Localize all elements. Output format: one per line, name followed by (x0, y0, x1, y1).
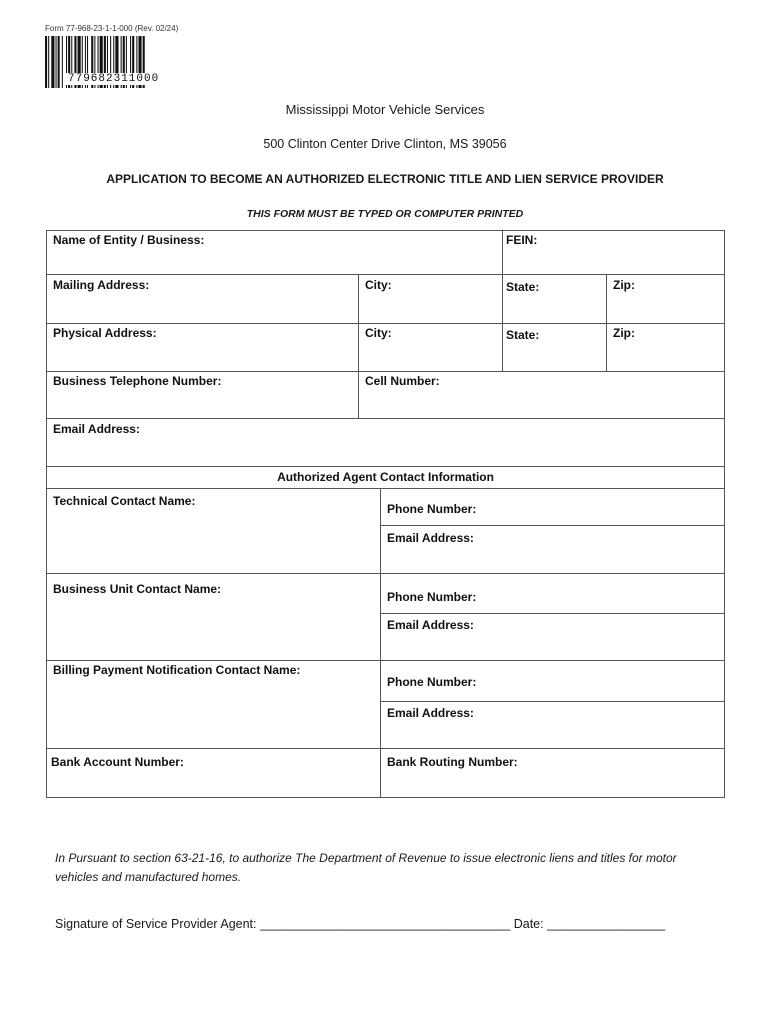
signature-line[interactable]: Signature of Service Provider Agent: ____________________________________ Date: _________________ (55, 917, 666, 931)
form-instruction: THIS FORM MUST BE TYPED OR COMPUTER PRINTED (246, 208, 524, 220)
fein-field[interactable]: FEIN: (506, 233, 538, 247)
authorization-statement: In Pursuant to section 63-21-16, to authorize The Department of Revenue to issue electronic liens and titles for motor vehicles and manufactured homes. (55, 851, 677, 884)
billing-phone-field[interactable]: Phone Number: (387, 675, 477, 689)
entity-name-field[interactable]: Name of Entity / Business: (53, 233, 205, 247)
form-number: Form 77-968-23-1-1-000 (Rev. 02/24) (45, 24, 179, 33)
technical-phone-field[interactable]: Phone Number: (387, 502, 477, 516)
physical-zip-field[interactable]: Zip: (613, 326, 635, 340)
agency-address: 500 Clinton Center Drive Clinton, MS 39056 (263, 137, 507, 151)
bank-routing-field[interactable]: Bank Routing Number: (387, 755, 518, 769)
physical-state-field[interactable]: State: (506, 328, 540, 342)
bank-account-field[interactable]: Bank Account Number: (51, 755, 184, 769)
billing-contact-field[interactable]: Billing Payment Notification Contact Name: (53, 663, 301, 677)
mailing-address-field[interactable]: Mailing Address: (53, 278, 150, 292)
cell-number-field[interactable]: Cell Number: (365, 374, 440, 388)
mailing-state-field[interactable]: State: (506, 280, 540, 294)
form-title: APPLICATION TO BECOME AN AUTHORIZED ELECTRONIC TITLE AND LIEN SERVICE PROVIDER (106, 172, 664, 186)
technical-contact-field[interactable]: Technical Contact Name: (53, 494, 196, 508)
business-unit-contact-field[interactable]: Business Unit Contact Name: (53, 582, 222, 596)
business-phone-field[interactable]: Business Telephone Number: (53, 374, 222, 388)
agency-name: Mississippi Motor Vehicle Services (285, 102, 485, 117)
section-heading: Authorized Agent Contact Information (277, 470, 494, 484)
mailing-city-field[interactable]: City: (365, 278, 392, 292)
business-unit-email-field[interactable]: Email Address: (387, 618, 474, 632)
technical-email-field[interactable]: Email Address: (387, 531, 474, 545)
physical-city-field[interactable]: City: (365, 326, 392, 340)
physical-address-field[interactable]: Physical Address: (53, 326, 157, 340)
business-unit-phone-field[interactable]: Phone Number: (387, 590, 477, 604)
mailing-zip-field[interactable]: Zip: (613, 278, 635, 292)
email-address-field[interactable]: Email Address: (53, 422, 140, 436)
barcode-number: 779682311000 (68, 73, 160, 85)
billing-email-field[interactable]: Email Address: (387, 706, 474, 720)
